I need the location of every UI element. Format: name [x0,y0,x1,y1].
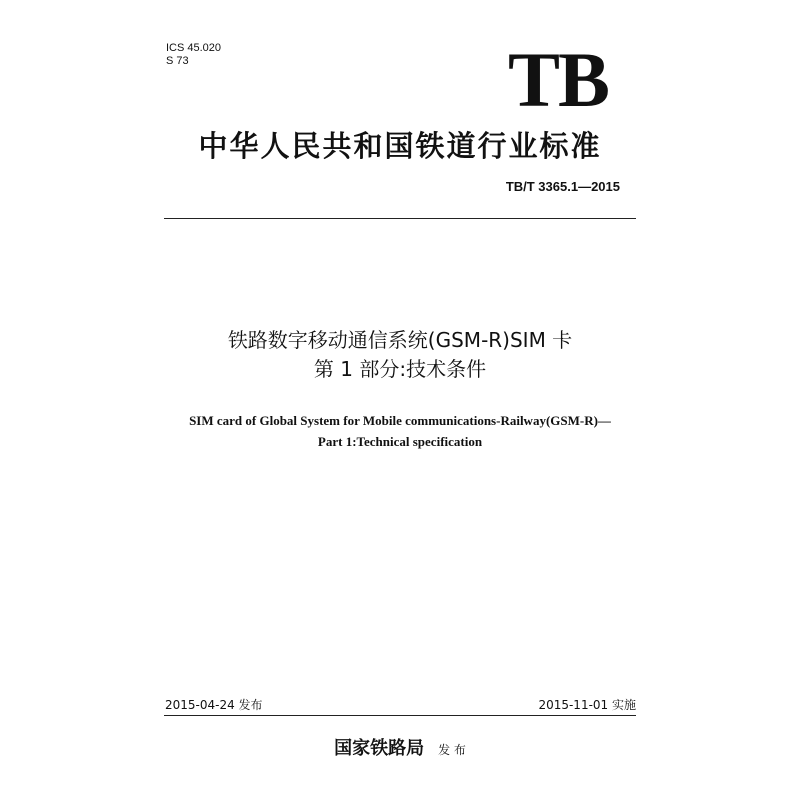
implementation-date: 2015-11-01 实施 [538,698,636,712]
publisher-suffix: 发 布 [438,743,466,757]
chinese-title-line-2: 第 1 部分:技术条件 [313,357,487,381]
standard-title: 中华人民共和国铁道行业标准 [198,129,602,163]
english-title-line-1: SIM card of Global System for Mobile communications-Railway(GSM-R)— [189,413,611,428]
english-title-line-2: Part 1:Technical specification [317,434,483,449]
class-code: S 73 [166,55,189,67]
ics-classification [166,42,306,68]
tb-logo: TB [507,36,608,123]
chinese-title [120,326,680,384]
issue-date: 2015-04-24 发布 [165,698,263,712]
header-divider [164,218,636,219]
footer-divider [164,715,636,716]
english-title [120,410,680,452]
publisher [200,734,600,760]
standard-number: TB/T 3365.1—2015 [505,179,620,194]
chinese-title-line-1: 铁路数字移动通信系统(GSM-R)SIM 卡 [227,328,573,352]
ics-code: ICS 45.020 [166,42,222,54]
publisher-name: 国家铁路局 [334,738,425,759]
